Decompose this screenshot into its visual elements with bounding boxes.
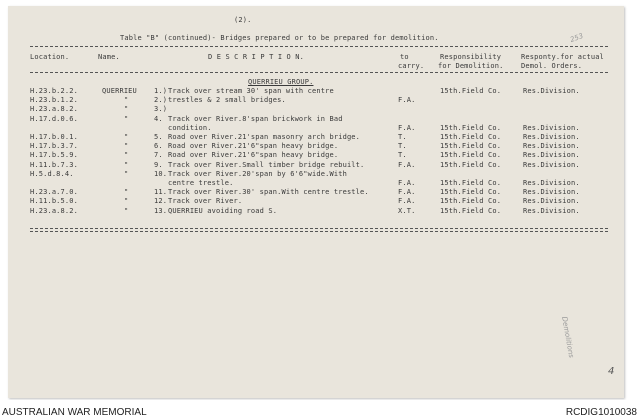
- header-actual-orders-2: Demol. Orders.: [521, 62, 583, 70]
- header-top-rule: [30, 46, 608, 47]
- table-row: [8, 142, 624, 151]
- cell-description: Road over River.21'6"span heavy bridge.: [168, 142, 339, 151]
- cell-name: ": [124, 206, 129, 215]
- cell-name: ": [124, 160, 129, 169]
- cell-location: H.5.d.8.4.: [30, 169, 74, 178]
- footer-record-id: RCDIG1010038: [565, 407, 637, 418]
- header-bottom-rule: [30, 72, 608, 73]
- cell-location: H.17.b.3.7.: [30, 142, 79, 151]
- cell-number: 10.: [154, 169, 168, 178]
- footer-institution: AUSTRALIAN WAR MEMORIAL: [2, 407, 147, 418]
- cell-description: Track over River.: [168, 197, 243, 206]
- cell-description: Road over River.21'span masonry arch bridge.: [168, 133, 361, 141]
- pencil-annotation-corner: 4: [608, 366, 615, 377]
- cell-responsibility: 15th.Field Co.: [440, 197, 502, 206]
- cell-number: 12.: [154, 197, 168, 206]
- cell-number: 9.: [154, 160, 163, 169]
- cell-description: Track over stream 30' span with centre: [168, 87, 334, 95]
- table-row: [8, 151, 624, 160]
- pencil-annotation: 253: [569, 31, 585, 45]
- table-row: [8, 197, 624, 206]
- cell-name: ": [124, 96, 129, 105]
- cell-name: ": [124, 105, 129, 114]
- table-row: [8, 133, 624, 142]
- cell-responsibility: 15th.Field Co.: [440, 133, 502, 141]
- table-row: [8, 96, 624, 105]
- cell-description: QUERRIEU avoiding road S.: [168, 206, 278, 215]
- cell-actual-orders: Res.Division.: [523, 87, 580, 95]
- cell-actual-orders: Res.Division.: [523, 160, 580, 169]
- cell-actual-orders: Res.Division.: [523, 123, 580, 132]
- table-row: [8, 115, 624, 124]
- cell-actual-orders: Res.Division.: [523, 188, 580, 197]
- cell-number: 5.: [154, 133, 163, 141]
- cell-to-carry: F.A.: [398, 160, 416, 169]
- cell-description: Road over River.21'6"span heavy bridge.: [168, 151, 339, 160]
- cell-actual-orders: Res.Division.: [523, 197, 580, 206]
- cell-location: H.17.b.5.9.: [30, 151, 79, 160]
- header-responsibility-2: for Demolition.: [438, 62, 504, 70]
- cell-description: Track over River.Small timber bridge rebuilt.: [168, 160, 365, 169]
- header-actual-orders: Responty.for actual: [521, 53, 604, 61]
- cell-to-carry: F.A.: [398, 197, 416, 206]
- cell-name: ": [124, 197, 129, 206]
- header-description: D E S C R I P T I O N.: [208, 53, 305, 61]
- cell-name: ": [124, 188, 129, 197]
- cell-to-carry: F.A.: [398, 188, 416, 197]
- cell-actual-orders: Res.Division.: [523, 179, 580, 187]
- cell-to-carry: F.A.: [398, 179, 416, 187]
- cell-location: H.17.d.0.6.: [30, 114, 79, 123]
- header-name: Name.: [98, 53, 120, 61]
- cell-name: ": [124, 151, 129, 160]
- cell-responsibility: 15th.Field Co.: [440, 160, 502, 169]
- table-row: [8, 161, 624, 170]
- cell-number: 13.: [154, 206, 168, 215]
- cell-responsibility: 15th.Field Co.: [440, 179, 502, 187]
- cell-responsibility: 15th.Field Co.: [440, 87, 502, 95]
- cell-actual-orders: Res.Division.: [523, 142, 580, 151]
- cell-name: ": [124, 169, 129, 178]
- cell-description: centre trestle.: [168, 179, 234, 187]
- cell-actual-orders: Res.Division.: [523, 133, 580, 141]
- archive-footer: [0, 400, 640, 420]
- cell-number: 2.): [154, 96, 168, 105]
- group-title: QUERRIEU GROUP.: [248, 78, 314, 86]
- cell-description: trestles & 2 small bridges.: [168, 96, 286, 105]
- cell-location: H.23.b.1.2.: [30, 96, 79, 105]
- document-sheet: [8, 6, 624, 398]
- cell-to-carry: X.T.: [398, 206, 416, 215]
- table-row: [8, 87, 624, 96]
- cell-description: Track over River.30' span.With centre trestle.: [168, 188, 369, 197]
- cell-description: Track over River.8'span brickwork in Bad: [168, 114, 343, 123]
- cell-location: H.11.b.5.0.: [30, 197, 79, 206]
- cell-description: Track over River.20'span by 6'6"wide.With: [168, 169, 347, 178]
- cell-to-carry: T.: [398, 151, 407, 160]
- cell-responsibility: 15th.Field Co.: [440, 142, 502, 151]
- cell-responsibility: 15th.Field Co.: [440, 151, 502, 160]
- cell-to-carry: F.A.: [398, 123, 416, 132]
- table-row: [8, 179, 624, 188]
- cell-number: 4.: [154, 114, 163, 123]
- cell-responsibility: 15th.Field Co.: [440, 123, 502, 132]
- table-row: [8, 188, 624, 197]
- cell-name: ": [124, 114, 129, 123]
- cell-location: H.23.a.8.2.: [30, 105, 79, 114]
- cell-description: condition.: [168, 123, 212, 132]
- cell-actual-orders: Res.Division.: [523, 206, 580, 215]
- header-to-carry-2: carry.: [398, 62, 425, 70]
- cell-number: 7.: [154, 151, 163, 160]
- cell-name: QUERRIEU: [102, 87, 137, 95]
- cell-location: H.17.b.0.1.: [30, 133, 79, 141]
- cell-number: 3.): [154, 105, 168, 114]
- cell-actual-orders: Res.Division.: [523, 151, 580, 160]
- cell-number: 11.: [154, 188, 168, 197]
- cell-to-carry: T.: [398, 133, 407, 141]
- header-location: Location.: [30, 53, 70, 61]
- cell-responsibility: 15th.Field Co.: [440, 206, 502, 215]
- cell-to-carry: F.A.: [398, 96, 416, 105]
- cell-location: H.23.a.8.2.: [30, 206, 79, 215]
- cell-name: ": [124, 142, 129, 151]
- table-row: [8, 207, 624, 216]
- cell-location: H.23.b.2.2.: [30, 87, 79, 95]
- cell-number: 1.): [154, 87, 168, 95]
- cell-location: H.23.a.7.0.: [30, 188, 79, 197]
- cell-number: 6.: [154, 142, 163, 151]
- cell-to-carry: T.: [398, 142, 407, 151]
- table-title: Table "B" (continued)- Bridges prepared or to be prepared for demolition.: [120, 34, 439, 42]
- table-row: [8, 170, 624, 179]
- table-end-rule: [30, 228, 608, 232]
- cell-responsibility: 15th.Field Co.: [440, 188, 502, 197]
- page-number: (2).: [234, 16, 252, 24]
- header-responsibility: Responsibility: [440, 53, 502, 61]
- table-row: [8, 105, 624, 114]
- pencil-annotation-side: Demolitions: [560, 316, 576, 359]
- table-row: [8, 124, 624, 133]
- cell-location: H.11.b.7.3.: [30, 160, 79, 169]
- header-to-carry: to: [400, 53, 409, 61]
- cell-name: ": [124, 133, 129, 141]
